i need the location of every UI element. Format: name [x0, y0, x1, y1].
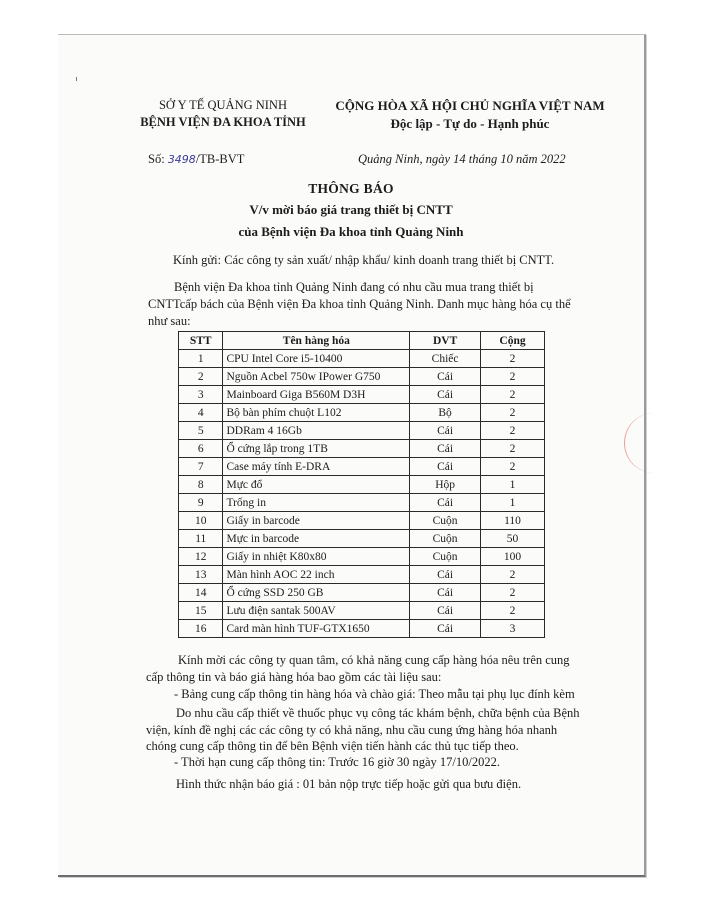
- stamp-edge: [624, 413, 655, 473]
- cell-stt: 10: [179, 512, 223, 530]
- cell-quantity: 3: [480, 620, 544, 638]
- cell-stt: 2: [179, 368, 223, 386]
- submission-method: Hình thức nhận báo giá : 01 bản nộp trực tiếp hoặc gửi qua bưu điện.: [176, 777, 522, 791]
- header-quantity: Cộng: [480, 332, 544, 350]
- cell-item-name: Ổ cứng lắp trong 1TB: [223, 440, 410, 458]
- cell-unit: Cái: [410, 584, 481, 602]
- table-row: [179, 404, 545, 422]
- table-header-row: [179, 332, 545, 350]
- document-page: [58, 34, 646, 877]
- cell-unit: Bộ: [410, 404, 481, 422]
- cell-unit: Chiếc: [410, 350, 481, 368]
- cell-stt: 4: [179, 404, 223, 422]
- document-title: THÔNG BÁO: [308, 181, 394, 196]
- cell-item-name: Case máy tính E-DRA: [223, 458, 410, 476]
- invitation-paragraph: Kính mời các công ty quan tâm, có khả năng cung cấp hàng hóa nêu trên cung cấp thông tin và báo giá hàng hóa bao gồm các tài liệu sau:: [146, 653, 570, 684]
- table-body: [179, 350, 545, 638]
- cell-unit: Cái: [410, 566, 481, 584]
- cell-unit: Cái: [410, 494, 481, 512]
- table-row: [179, 620, 545, 638]
- table-row: [179, 584, 545, 602]
- cell-stt: 6: [179, 440, 223, 458]
- cell-unit: Cuộn: [410, 512, 481, 530]
- national-motto-block: [320, 97, 620, 133]
- table-row: [179, 422, 545, 440]
- table-row: [179, 440, 545, 458]
- document-number-value: 3498: [167, 153, 196, 166]
- cell-item-name: Giấy in nhiệt K80x80: [223, 548, 410, 566]
- cell-stt: 11: [179, 530, 223, 548]
- cell-stt: 1: [179, 350, 223, 368]
- cell-quantity: 2: [480, 584, 544, 602]
- cell-item-name: Giấy in barcode: [223, 512, 410, 530]
- table-row: [179, 530, 545, 548]
- deadline-item: - Thời hạn cung cấp thông tin: Trước 16 giờ 30 ngày 17/10/2022.: [174, 755, 501, 769]
- table-row: [179, 476, 545, 494]
- cell-item-name: Lưu điện santak 500AV: [223, 602, 410, 620]
- cell-quantity: 1: [480, 494, 544, 512]
- intro-paragraph: Bệnh viện Đa khoa tỉnh Quảng Ninh đang có nhu cầu mua trang thiết bị CNTTcấp bách của Bệnh viện Đa khoa tỉnh Quảng Ninh. Danh mục hàng hóa cụ thể như sau:: [148, 280, 571, 328]
- goods-table: [178, 331, 545, 638]
- cell-stt: 12: [179, 548, 223, 566]
- cell-quantity: 1: [480, 476, 544, 494]
- document-number: [148, 152, 244, 167]
- table-row: [179, 350, 545, 368]
- cell-unit: Cuộn: [410, 548, 481, 566]
- recipient-line: Kính gửi: Các công ty sản xuất/ nhập khẩu/ kinh doanh trang thiết bị CNTT.: [173, 253, 555, 267]
- document-date: Quảng Ninh, ngày 14 tháng 10 năm 2022: [358, 152, 566, 166]
- cell-stt: 5: [179, 422, 223, 440]
- document-number-suffix: /TB-BVT: [195, 152, 245, 166]
- cell-quantity: 50: [480, 530, 544, 548]
- department-name: SỞ Y TẾ QUẢNG NINH: [158, 98, 287, 112]
- cell-quantity: 110: [480, 512, 544, 530]
- cell-item-name: Màn hình AOC 22 inch: [223, 566, 410, 584]
- cell-item-name: Trống in: [223, 494, 410, 512]
- cell-quantity: 2: [480, 386, 544, 404]
- document-subject-line2: của Bệnh viện Đa khoa tỉnh Quảng Ninh: [238, 224, 464, 239]
- cell-quantity: 2: [480, 404, 544, 422]
- cell-item-name: Card màn hình TUF-GTX1650: [223, 620, 410, 638]
- cell-stt: 13: [179, 566, 223, 584]
- cell-item-name: Nguồn Acbel 750w IPower G750: [223, 368, 410, 386]
- cell-unit: Cuộn: [410, 530, 481, 548]
- table-row: [179, 512, 545, 530]
- cell-unit: Cái: [410, 620, 481, 638]
- cell-stt: 3: [179, 386, 223, 404]
- cell-quantity: 2: [480, 440, 544, 458]
- cell-unit: Cái: [410, 458, 481, 476]
- table-row: [179, 458, 545, 476]
- cell-item-name: Mực đổ: [223, 476, 410, 494]
- cell-unit: Cái: [410, 602, 481, 620]
- document-number-label: Số:: [148, 152, 165, 166]
- table-row: [179, 566, 545, 584]
- cell-quantity: 2: [480, 422, 544, 440]
- cell-quantity: 2: [480, 350, 544, 368]
- cell-quantity: 2: [480, 566, 544, 584]
- header-stt: STT: [179, 332, 223, 350]
- cell-item-name: CPU Intel Core i5-10400: [223, 350, 410, 368]
- cell-unit: Cái: [410, 368, 481, 386]
- cell-item-name: Mực in barcode: [223, 530, 410, 548]
- cell-stt: 8: [179, 476, 223, 494]
- requirement-item: - Bảng cung cấp thông tin hàng hóa và chào giá: Theo mẫu tại phụ lục đính kèm: [174, 687, 575, 701]
- cell-item-name: DDRam 4 16Gb: [223, 422, 410, 440]
- cell-unit: Hộp: [410, 476, 481, 494]
- cell-stt: 7: [179, 458, 223, 476]
- country-name: CỘNG HÒA XÃ HỘI CHỦ NGHĨA VIỆT NAM: [335, 98, 605, 113]
- table-row: [179, 602, 545, 620]
- cell-stt: 16: [179, 620, 223, 638]
- header-item-name: Tên hàng hóa: [223, 332, 410, 350]
- table-row: [179, 494, 545, 512]
- header-unit: DVT: [410, 332, 481, 350]
- cell-item-name: Mainboard Giga B560M D3H: [223, 386, 410, 404]
- document-subject: V/v mời báo giá trang thiết bị CNTT: [249, 202, 453, 217]
- cell-unit: Cái: [410, 422, 481, 440]
- hospital-name: BỆNH VIỆN ĐA KHOA TỈNH: [140, 115, 306, 129]
- urgency-paragraph: Do nhu cầu cấp thiết về thuốc phục vụ công tác khám bệnh, chữa bệnh của Bệnh viện, kính đề nghị các các công ty có khả năng, nhu cầu cung ứng hàng hóa nhanh chóng cung cấp thông tin để bên Bệnh viện tiến hành các thủ tục tiếp theo.: [146, 706, 580, 753]
- cell-unit: Cái: [410, 440, 481, 458]
- cell-stt: 9: [179, 494, 223, 512]
- table-row: [179, 548, 545, 566]
- cell-item-name: Ổ cứng SSD 250 GB: [223, 584, 410, 602]
- cell-stt: 14: [179, 584, 223, 602]
- cell-quantity: 2: [480, 602, 544, 620]
- table-row: [179, 368, 545, 386]
- motto: Độc lập - Tự do - Hạnh phúc: [390, 116, 550, 131]
- cell-unit: Cái: [410, 386, 481, 404]
- issuer-block: [128, 97, 318, 131]
- cell-stt: 15: [179, 602, 223, 620]
- cell-quantity: 2: [480, 458, 544, 476]
- cell-item-name: Bộ bàn phím chuột L102: [223, 404, 410, 422]
- scan-mark: [76, 77, 77, 81]
- cell-quantity: 2: [480, 368, 544, 386]
- cell-quantity: 100: [480, 548, 544, 566]
- table-row: [179, 386, 545, 404]
